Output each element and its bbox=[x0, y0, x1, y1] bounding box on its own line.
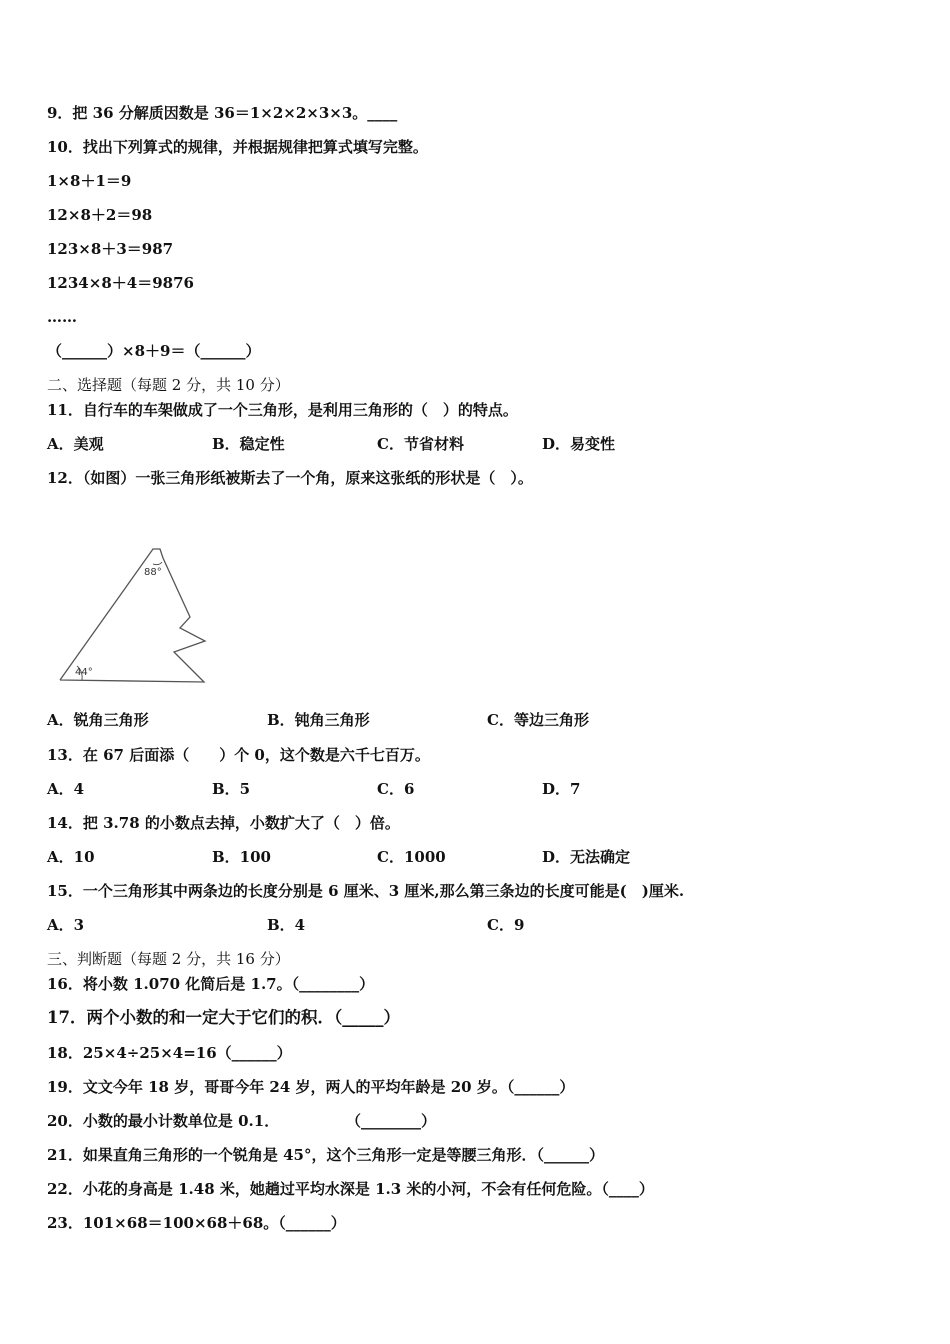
q12-option-a: A．锐角三角形 bbox=[47, 711, 149, 729]
question-12: 12．（如图）一张三角形纸被斯去了一个角，原来这张纸的形状是（ ）。 bbox=[47, 469, 533, 487]
q11-option-d: D．易变性 bbox=[542, 435, 616, 453]
torn-triangle-figure bbox=[50, 540, 220, 690]
q13-option-c: C．6 bbox=[377, 780, 415, 798]
q15-option-a: A．3 bbox=[47, 916, 85, 934]
question-22: 22．小花的身高是 1.48 米，她趟过平均水深是 1.3 米的小河，不会有任何危险。（____） bbox=[47, 1180, 654, 1198]
question-19: 19．文文今年 18 岁，哥哥今年 24 岁，两人的平均年龄是 20 岁。（______） bbox=[47, 1078, 575, 1096]
torn-triangle-outline bbox=[60, 549, 205, 682]
question-10-stem: 10．找出下列算式的规律，并根据规律把算式填写完整。 bbox=[47, 138, 428, 156]
section-3-heading: 三、判断题（每题 2 分，共 16 分） bbox=[47, 950, 290, 968]
q14-option-a: A．10 bbox=[47, 848, 95, 866]
q13-option-b: B．5 bbox=[212, 780, 251, 798]
q15-option-c: C．9 bbox=[487, 916, 525, 934]
question-11: 11．自行车的车架做成了一个三角形，是利用三角形的（ ）的特点。 bbox=[47, 401, 518, 419]
q10-line-4: 1234×8＋4＝9876 bbox=[47, 274, 194, 292]
q14-option-c: C．1000 bbox=[377, 848, 446, 866]
q10-line-3: 123×8＋3＝987 bbox=[47, 240, 174, 258]
q11-option-b: B．稳定性 bbox=[212, 435, 285, 453]
q12-option-b: B．钝角三角形 bbox=[267, 711, 370, 729]
q12-option-c: C．等边三角形 bbox=[487, 711, 589, 729]
q10-line-5: …… bbox=[47, 308, 77, 326]
q14-option-d: D．无法确定 bbox=[542, 848, 631, 866]
question-15: 15．一个三角形其中两条边的长度分别是 6 厘米、3 厘米,那么第三条边的长度可能是( )厘米. bbox=[47, 882, 685, 900]
q11-option-a: A．美观 bbox=[47, 435, 104, 453]
question-18: 18．25×4÷25×4=16（______） bbox=[47, 1044, 292, 1062]
question-16: 16．将小数 1.070 化简后是 1.7。（________） bbox=[47, 975, 375, 993]
question-17: 17．两个小数的和一定大于它们的积．（_____） bbox=[47, 1008, 400, 1027]
question-13: 13．在 67 后面添（ ）个 0，这个数是六千七百万。 bbox=[47, 746, 430, 764]
q13-option-d: D．7 bbox=[542, 780, 581, 798]
section-2-heading: 二、选择题（每题 2 分，共 10 分） bbox=[47, 376, 290, 394]
q13-option-a: A．4 bbox=[47, 780, 85, 798]
angle-arc-top bbox=[153, 562, 162, 565]
question-20: 20．小数的最小计数单位是 0.1． bbox=[47, 1112, 280, 1130]
q10-line-2: 12×8＋2＝98 bbox=[47, 206, 153, 224]
question-21: 21．如果直角三角形的一个锐角是 45°，这个三角形一定是等腰三角形．（______） bbox=[47, 1146, 604, 1164]
q14-option-b: B．100 bbox=[212, 848, 271, 866]
angle-label-top: 88° bbox=[144, 567, 162, 578]
q10-line-6: （______）×8＋9＝（______） bbox=[47, 342, 261, 360]
q15-option-b: B．4 bbox=[267, 916, 306, 934]
question-23: 23．101×68＝100×68＋68。（______） bbox=[47, 1214, 346, 1232]
question-14: 14．把 3.78 的小数点去掉，小数扩大了（ ）倍。 bbox=[47, 814, 400, 832]
q10-line-1: 1×8＋1＝9 bbox=[47, 172, 132, 190]
angle-label-bottom: 44° bbox=[75, 667, 93, 678]
question-20-blank: （________） bbox=[346, 1112, 437, 1130]
question-9: 9．把 36 分解质因数是 36＝1×2×2×3×3。____ bbox=[47, 104, 398, 122]
q11-option-c: C．节省材料 bbox=[377, 435, 464, 453]
